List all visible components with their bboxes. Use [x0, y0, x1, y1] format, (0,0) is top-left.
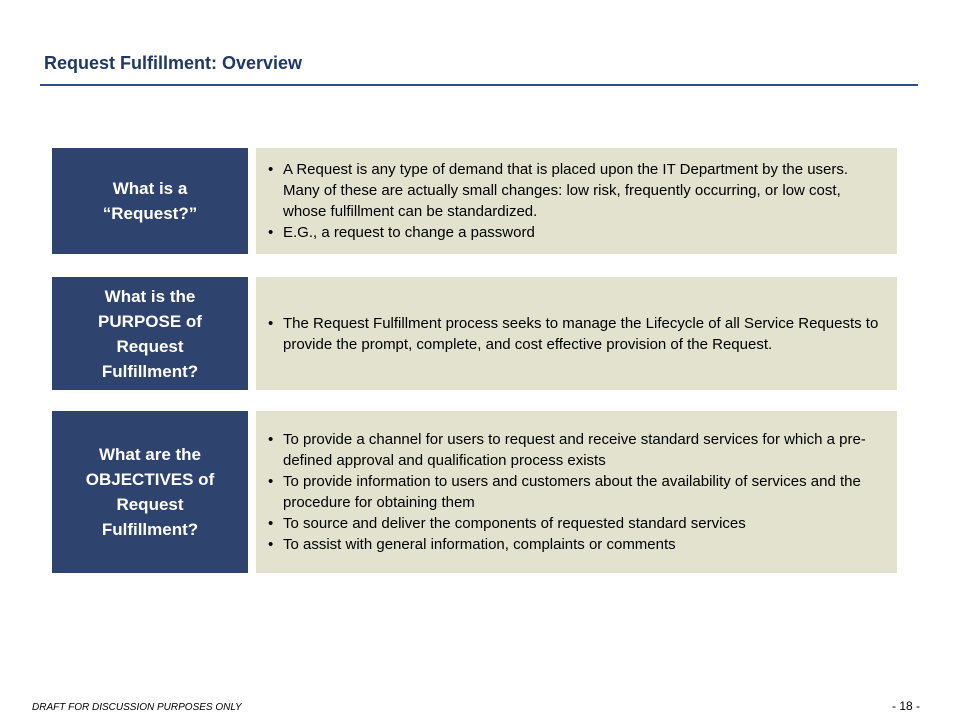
bullet-text: The Request Fulfillment process seeks to manage the Lifecycle of all Service Requests to provide the prompt, complete, and cost effective provision of the Request.: [283, 314, 879, 353]
bullet-text: To assist with general information, complaints or comments: [283, 536, 676, 553]
bullet-item: [266, 429, 879, 471]
section-content: [256, 411, 897, 573]
bullet-list: [266, 313, 879, 355]
footer-disclaimer: DRAFT FOR DISCUSSION PURPOSES ONLY: [32, 702, 242, 713]
page-title: Request Fulfillment: Overview: [44, 53, 303, 73]
bullet-list: [266, 429, 879, 555]
section-objectives: [52, 411, 897, 573]
section-label: What is a “Request?”: [52, 148, 248, 254]
bullet-text: To source and deliver the components of requested standard services: [283, 515, 746, 532]
bullet-icon: •: [268, 515, 274, 532]
section-content: [256, 148, 897, 254]
bullet-item: [266, 159, 879, 222]
bullet-text: E.G., a request to change a password: [283, 224, 535, 241]
section-purpose: [52, 277, 897, 390]
bullet-icon: •: [268, 224, 274, 241]
bullet-item: [266, 222, 879, 243]
bullet-text: To provide a channel for users to request and receive standard services for which a pre-defined approval and qualification process exists: [283, 431, 866, 469]
bullet-text: A Request is any type of demand that is placed upon the IT Department by the users. Many of these are actually small changes: low risk, frequently occurring, or low cost, whose fulfillment can be standardized.: [283, 161, 849, 220]
bullet-icon: •: [268, 314, 274, 332]
section-label: What is the PURPOSE of Request Fulfillment?: [52, 277, 248, 390]
bullet-icon: •: [268, 536, 274, 553]
section-what-is-request: [52, 148, 897, 254]
bullet-icon: •: [268, 473, 274, 490]
bullet-icon: •: [268, 161, 274, 178]
bullet-list: [266, 159, 879, 243]
bullet-item: [266, 471, 879, 513]
bullet-item: [266, 513, 879, 534]
bullet-icon: •: [268, 431, 274, 448]
bullet-item: [266, 534, 879, 555]
title-divider: [40, 84, 918, 86]
page-number: - 18 -: [891, 699, 920, 713]
bullet-text: To provide information to users and customers about the availability of services and the procedure for obtaining them: [283, 473, 861, 511]
section-content: [256, 277, 897, 390]
section-label: What are the OBJECTIVES of Request Fulfillment?: [52, 411, 248, 573]
bullet-item: [266, 313, 879, 355]
